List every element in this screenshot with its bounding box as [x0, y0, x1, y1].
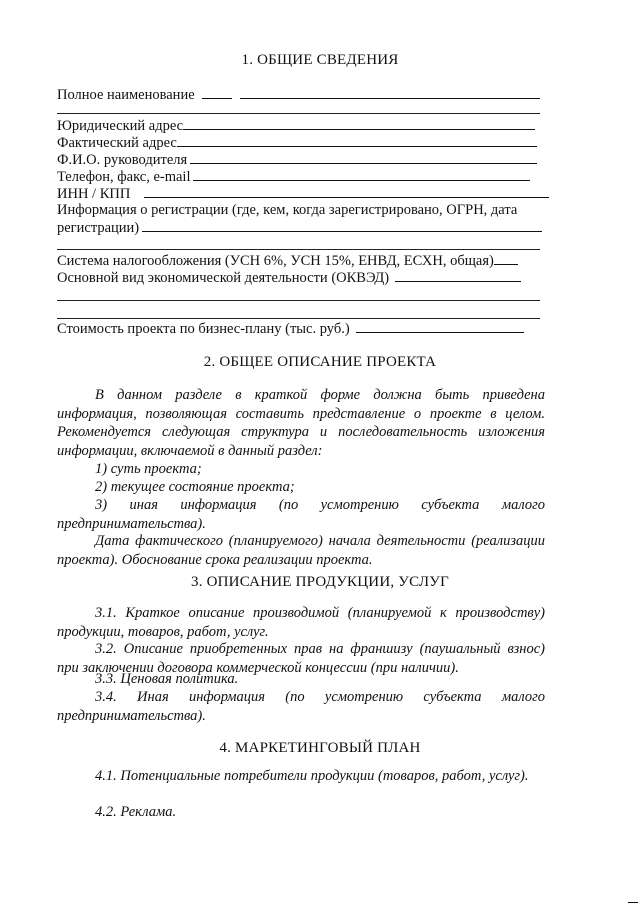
section-3-item-4: 3.4. Иная информация (по усмотрению субъекта малого предпринимательства).: [57, 689, 545, 724]
field-full-name-blank-2[interactable]: [240, 86, 540, 99]
field-actual-address-blank[interactable]: [177, 134, 537, 147]
field-inn[interactable]: [57, 185, 549, 203]
section-4-item-1: 4.1. Потенциальные потребители продукции (товаров, работ, услуг).: [95, 768, 529, 784]
field-full-name[interactable]: [57, 86, 540, 104]
field-actual-address[interactable]: [57, 134, 537, 152]
field-project-cost-label: Стоимость проекта по бизнес-плану (тыс. руб.): [57, 321, 350, 337]
field-project-cost-blank[interactable]: [356, 320, 524, 333]
section-2-item-3: 3) иная информация (по усмотрению субъекта малого предпринимательства).: [57, 497, 545, 532]
field-legal-address-blank[interactable]: [183, 117, 535, 130]
section-2-item-2: 2) текущее состояние проекта;: [95, 479, 295, 495]
section-1-title: 1. ОБЩИЕ СВЕДЕНИЯ: [241, 52, 399, 68]
field-director[interactable]: [57, 151, 537, 169]
field-registration-line-2[interactable]: [57, 249, 540, 250]
field-registration-cont[interactable]: [57, 219, 542, 237]
field-okved-line-3[interactable]: [57, 318, 540, 319]
section-3-title: 3. ОПИСАНИЕ ПРОДУКЦИИ, УСЛУГ: [191, 574, 449, 590]
section-2-item-1: 1) суть проекта;: [95, 461, 202, 477]
field-registration-blank[interactable]: [142, 219, 542, 232]
field-legal-address-label: Юридический адрес: [57, 118, 184, 134]
field-director-blank[interactable]: [190, 151, 537, 164]
field-actual-address-label: Фактический адрес: [57, 135, 177, 151]
field-tax-system-blank[interactable]: [494, 252, 518, 265]
field-full-name-label: Полное наименование: [57, 87, 195, 103]
field-inn-label: ИНН / КПП: [57, 186, 131, 202]
field-inn-blank[interactable]: [144, 185, 549, 198]
section-3-item-3: 3.3. Ценовая политика.: [95, 671, 239, 687]
field-tax-system[interactable]: [57, 252, 518, 270]
section-3-item-1: 3.1. Краткое описание производимой (планируемой к производству) продукции, товаров, работ, услуг.: [57, 605, 545, 640]
field-full-name-line-2[interactable]: [57, 113, 540, 114]
field-tax-system-label: Система налогообложения (УСН 6%, УСН 15%, ЕНВД, ЕСХН, общая): [57, 253, 494, 269]
field-okved[interactable]: [57, 269, 521, 287]
section-3-item-2: 3.2. Описание приобретенных прав на франшизу (паушальный взнос) при заключении договора коммерческой концессии (при наличии).: [57, 641, 545, 676]
field-full-name-blank-1[interactable]: [202, 86, 232, 99]
section-2-intro: В данном разделе в краткой форме должна быть приведена информация, позволяющая составить представление о проекте в целом. Рекомендуется следующая структура и последовательность изложения информации, включаемой в данный раздел:: [57, 387, 545, 459]
field-registration: Информация о регистрации (где, кем, когда зарегистрировано, ОГРН, дата: [57, 202, 518, 218]
section-4-item-2: 4.2. Реклама.: [95, 804, 177, 820]
section-2-title: 2. ОБЩЕЕ ОПИСАНИЕ ПРОЕКТА: [203, 354, 437, 370]
page-edge-mark: [628, 902, 638, 903]
field-director-label: Ф.И.О. руководителя: [57, 152, 188, 168]
field-okved-blank[interactable]: [395, 269, 521, 282]
field-project-cost[interactable]: [57, 320, 524, 338]
field-okved-label: Основной вид экономической деятельности (ОКВЭД): [57, 270, 390, 286]
field-contacts[interactable]: [57, 168, 530, 186]
field-okved-line-2[interactable]: [57, 300, 540, 301]
field-contacts-blank[interactable]: [193, 168, 530, 181]
section-4-title: 4. МАРКЕТИНГОВЫЙ ПЛАН: [219, 740, 421, 756]
field-contacts-label: Телефон, факс, e-mail: [57, 169, 191, 185]
section-2-dates: Дата фактического (планируемого) начала деятельности (реализации проекта). Обоснование срока реализации проекта.: [57, 533, 545, 568]
field-registration-label: регистрации): [57, 220, 140, 236]
field-legal-address[interactable]: [57, 117, 535, 135]
